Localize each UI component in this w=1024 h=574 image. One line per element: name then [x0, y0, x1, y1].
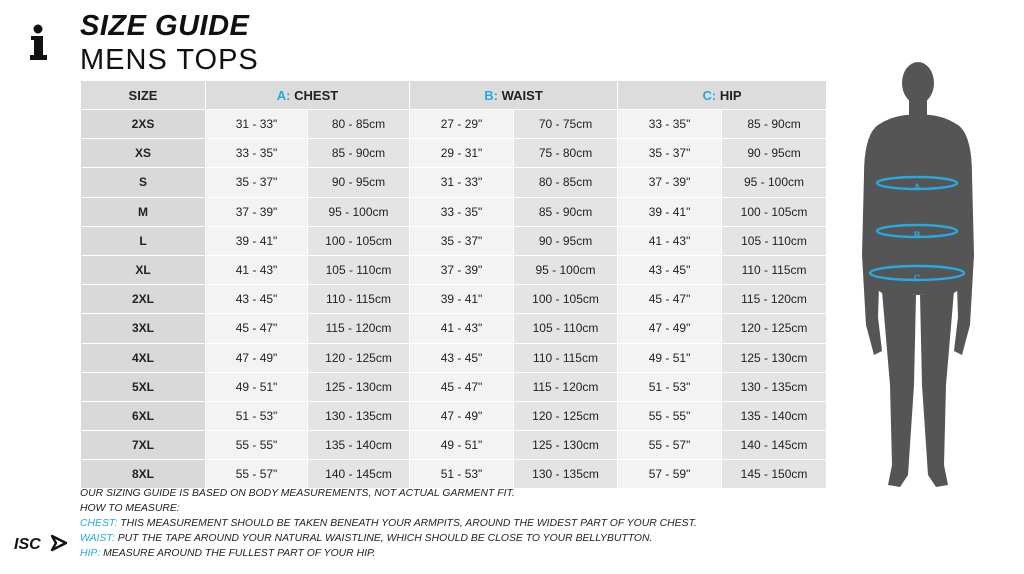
chest-note-label: CHEST: — [80, 518, 118, 529]
table-row — [81, 460, 827, 489]
size-cell: 2XL — [81, 285, 206, 314]
chest-cm-cell: 120 - 125cm — [308, 343, 410, 372]
hip-cm-cell: 85 - 90cm — [722, 110, 827, 139]
waist-cm-cell: 105 - 110cm — [514, 314, 618, 343]
size-column-header: SIZE — [81, 81, 206, 110]
hip-cm-cell: 130 - 135cm — [722, 372, 827, 401]
chest-cm-cell: 140 - 145cm — [308, 460, 410, 489]
hip-in-cell: 45 - 47" — [618, 285, 722, 314]
hip-cm-cell: 90 - 95cm — [722, 139, 827, 168]
table-row — [81, 285, 827, 314]
chest-in-cell: 47 - 49" — [206, 343, 308, 372]
chest-in-cell: 33 - 35" — [206, 139, 308, 168]
hip-in-cell: 33 - 35" — [618, 110, 722, 139]
chest-cm-cell: 85 - 90cm — [308, 139, 410, 168]
waist-in-cell: 37 - 39" — [410, 255, 514, 284]
table-row — [81, 255, 827, 284]
waist-cm-cell: 85 - 90cm — [514, 197, 618, 226]
size-cell: S — [81, 168, 206, 197]
size-cell: XL — [81, 255, 206, 284]
table-row — [81, 343, 827, 372]
waist-in-cell: 41 - 43" — [410, 314, 514, 343]
size-table — [80, 80, 827, 489]
table-row — [81, 168, 827, 197]
hip-in-cell: 43 - 45" — [618, 255, 722, 284]
waist-prefix: B: — [484, 87, 498, 103]
hip-in-cell: 49 - 51" — [618, 343, 722, 372]
waist-header-label: WAIST — [501, 87, 543, 103]
hip-in-cell: 55 - 55" — [618, 401, 722, 430]
hip-in-cell: 57 - 59" — [618, 460, 722, 489]
chest-in-cell: 37 - 39" — [206, 197, 308, 226]
waist-cm-cell: 90 - 95cm — [514, 226, 618, 255]
chest-in-cell: 55 - 57" — [206, 460, 308, 489]
chest-cm-cell: 80 - 85cm — [308, 110, 410, 139]
table-row — [81, 372, 827, 401]
waist-cm-cell: 115 - 120cm — [514, 372, 618, 401]
waist-cm-cell: 95 - 100cm — [514, 255, 618, 284]
hip-note-text: MEASURE AROUND THE FULLEST PART OF YOUR HIP. — [103, 548, 376, 559]
table-row — [81, 197, 827, 226]
notes-disclaimer: OUR SIZING GUIDE IS BASED ON BODY MEASUREMENTS, NOT ACTUAL GARMENT FIT. — [80, 488, 515, 499]
waist-cm-cell: 70 - 75cm — [514, 110, 618, 139]
hip-cm-cell: 95 - 100cm — [722, 168, 827, 197]
waist-in-cell: 29 - 31" — [410, 139, 514, 168]
hip-note-label: HIP: — [80, 548, 101, 559]
waist-note-label: WAIST: — [80, 533, 115, 544]
chest-in-cell: 41 - 43" — [206, 255, 308, 284]
notes-chest — [80, 516, 697, 531]
isc-logo — [14, 533, 70, 558]
marker-c-label: C — [914, 273, 921, 283]
table-row — [81, 314, 827, 343]
hip-in-cell: 41 - 43" — [618, 226, 722, 255]
hip-cm-cell: 115 - 120cm — [722, 285, 827, 314]
size-cell: L — [81, 226, 206, 255]
waist-in-cell: 39 - 41" — [410, 285, 514, 314]
table-row — [81, 226, 827, 255]
chest-cm-cell: 130 - 135cm — [308, 401, 410, 430]
hip-cm-cell: 110 - 115cm — [722, 255, 827, 284]
waist-in-cell: 33 - 35" — [410, 197, 514, 226]
chest-cm-cell: 105 - 110cm — [308, 255, 410, 284]
chest-cm-cell: 115 - 120cm — [308, 314, 410, 343]
waist-in-cell: 47 - 49" — [410, 401, 514, 430]
hip-in-cell: 55 - 57" — [618, 431, 722, 460]
notes-how-to: HOW TO MEASURE: — [80, 503, 180, 514]
table-row — [81, 139, 827, 168]
waist-in-cell: 31 - 33" — [410, 168, 514, 197]
notes-waist — [80, 531, 697, 546]
chest-in-cell: 39 - 41" — [206, 226, 308, 255]
chest-note-text: THIS MEASUREMENT SHOULD BE TAKEN BENEATH YOUR ARMPITS, AROUND THE WIDEST PART OF YOUR CHEST. — [120, 518, 697, 529]
size-cell: 4XL — [81, 343, 206, 372]
chest-in-cell: 51 - 53" — [206, 401, 308, 430]
waist-in-cell: 49 - 51" — [410, 431, 514, 460]
table-row — [81, 110, 827, 139]
waist-column-header — [410, 81, 618, 110]
table-header-row — [81, 81, 827, 110]
info-icon — [26, 24, 50, 64]
hip-cm-cell: 145 - 150cm — [722, 460, 827, 489]
chest-in-cell: 45 - 47" — [206, 314, 308, 343]
chest-cm-cell: 90 - 95cm — [308, 168, 410, 197]
waist-in-cell: 35 - 37" — [410, 226, 514, 255]
table-row — [81, 431, 827, 460]
chest-cm-cell: 100 - 105cm — [308, 226, 410, 255]
hip-column-header — [618, 81, 827, 110]
chest-cm-cell: 95 - 100cm — [308, 197, 410, 226]
hip-header-label: HIP — [719, 87, 742, 103]
chest-in-cell: 35 - 37" — [206, 168, 308, 197]
waist-in-cell: 51 - 53" — [410, 460, 514, 489]
size-cell: M — [81, 197, 206, 226]
body-silhouette — [856, 55, 981, 500]
hip-in-cell: 39 - 41" — [618, 197, 722, 226]
chest-column-header — [206, 81, 410, 110]
chest-header-label: CHEST — [294, 87, 339, 103]
page-subtitle: MENS TOPS — [80, 44, 259, 76]
chest-in-cell: 49 - 51" — [206, 372, 308, 401]
waist-in-cell: 27 - 29" — [410, 110, 514, 139]
marker-b-label: B — [914, 230, 921, 240]
waist-in-cell: 43 - 45" — [410, 343, 514, 372]
size-cell: 3XL — [81, 314, 206, 343]
size-cell: 5XL — [81, 372, 206, 401]
notes-hip — [80, 546, 697, 561]
hip-cm-cell: 140 - 145cm — [722, 431, 827, 460]
size-cell: XS — [81, 139, 206, 168]
hip-cm-cell: 100 - 105cm — [722, 197, 827, 226]
size-cell: 8XL — [81, 460, 206, 489]
waist-in-cell: 45 - 47" — [410, 372, 514, 401]
chest-cm-cell: 110 - 115cm — [308, 285, 410, 314]
waist-cm-cell: 100 - 105cm — [514, 285, 618, 314]
page-title: SIZE GUIDE — [80, 10, 250, 42]
hip-cm-cell: 120 - 125cm — [722, 314, 827, 343]
hip-in-cell: 35 - 37" — [618, 139, 722, 168]
hip-in-cell: 51 - 53" — [618, 372, 722, 401]
waist-cm-cell: 80 - 85cm — [514, 168, 618, 197]
waist-cm-cell: 120 - 125cm — [514, 401, 618, 430]
waist-cm-cell: 125 - 130cm — [514, 431, 618, 460]
waist-note-text: PUT THE TAPE AROUND YOUR NATURAL WAISTLINE, WHICH SHOULD BE CLOSE TO YOUR BELLYBUTTON. — [117, 533, 653, 544]
measurement-notes — [80, 486, 697, 561]
marker-a-label: A — [914, 182, 921, 192]
chest-cm-cell: 135 - 140cm — [308, 431, 410, 460]
chest-in-cell: 43 - 45" — [206, 285, 308, 314]
size-cell: 2XS — [81, 110, 206, 139]
hip-cm-cell: 125 - 130cm — [722, 343, 827, 372]
size-cell: 6XL — [81, 401, 206, 430]
chest-cm-cell: 125 - 130cm — [308, 372, 410, 401]
hip-cm-cell: 135 - 140cm — [722, 401, 827, 430]
hip-in-cell: 37 - 39" — [618, 168, 722, 197]
waist-cm-cell: 110 - 115cm — [514, 343, 618, 372]
chest-in-cell: 31 - 33" — [206, 110, 308, 139]
chest-prefix: A: — [276, 87, 291, 103]
logo-text: ISC — [14, 536, 41, 553]
waist-cm-cell: 130 - 135cm — [514, 460, 618, 489]
table-row — [81, 401, 827, 430]
waist-cm-cell: 75 - 80cm — [514, 139, 618, 168]
chest-in-cell: 55 - 55" — [206, 431, 308, 460]
hip-prefix: C: — [702, 87, 717, 103]
size-cell: 7XL — [81, 431, 206, 460]
hip-in-cell: 47 - 49" — [618, 314, 722, 343]
hip-cm-cell: 105 - 110cm — [722, 226, 827, 255]
